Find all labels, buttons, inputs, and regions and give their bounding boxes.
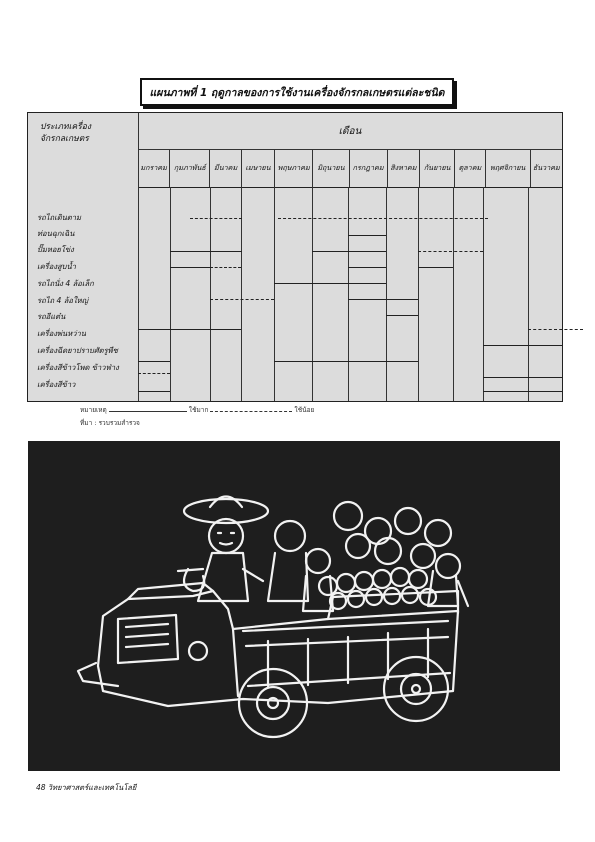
usage-bar-heavy bbox=[170, 251, 242, 252]
grid-column-line bbox=[348, 187, 349, 401]
usage-bar-heavy bbox=[418, 267, 453, 268]
month-cell: กันยายน bbox=[420, 149, 455, 187]
legend-note bbox=[80, 405, 314, 415]
month-cell: เมษายน bbox=[242, 149, 275, 187]
grid-column-line bbox=[418, 187, 419, 401]
usage-bar-light bbox=[210, 299, 274, 300]
month-cell: กรกฎาคม bbox=[350, 149, 388, 187]
grid-column-line bbox=[274, 187, 275, 401]
machine-label: ท่อนฉุกเฉิน bbox=[37, 229, 75, 238]
usage-bar-light bbox=[210, 267, 241, 268]
machine-type-header bbox=[28, 113, 139, 187]
machine-label: เครื่องพ่นหว่าน bbox=[37, 329, 86, 338]
grid-column-line bbox=[170, 187, 171, 401]
usage-bar-heavy bbox=[348, 299, 418, 300]
truck-with-people-icon bbox=[28, 441, 560, 771]
month-cell: กุมภาพันธ์ bbox=[170, 149, 210, 187]
month-row bbox=[138, 149, 562, 188]
machine-list bbox=[28, 187, 139, 401]
truck-with-people-illustration bbox=[28, 441, 560, 771]
machine-label: รถไถนั่ง 4 ล้อเล็ก bbox=[37, 279, 94, 288]
legend-line-heavy bbox=[109, 405, 187, 412]
page-footer: 48 วิทยาศาสตร์และเทคโนโลยี bbox=[36, 783, 137, 792]
grid-column-line bbox=[386, 187, 387, 401]
usage-bar-heavy bbox=[274, 283, 386, 284]
machine-label: รถไถเดินตาม bbox=[37, 213, 82, 222]
grid-column-line bbox=[483, 187, 484, 401]
usage-bar-heavy bbox=[312, 251, 386, 252]
machine-label: เครื่องสูบน้ำ bbox=[37, 262, 76, 271]
usage-bar-light bbox=[528, 329, 583, 330]
figure-title: แผนภาพที่ 1 ฤดูกาลของการใช้งานเครื่องจักรกลเกษตรแต่ละชนิด bbox=[140, 78, 454, 106]
machine-type-header-line1: ประเภทเครื่อง bbox=[40, 122, 92, 132]
month-header: เดือน bbox=[138, 113, 562, 150]
usage-bar-light bbox=[138, 373, 170, 374]
usage-bar-heavy bbox=[138, 329, 241, 330]
machine-label: เครื่องฉีดยาปราบศัตรูพืช bbox=[37, 346, 118, 355]
usage-bar-heavy bbox=[170, 267, 210, 268]
grid-column-line bbox=[241, 187, 242, 401]
month-cell: พฤษภาคม bbox=[275, 149, 313, 187]
usage-bar-heavy bbox=[483, 345, 563, 346]
usage-bar-light bbox=[418, 251, 483, 252]
legend-light-label: ใช้น้อย bbox=[294, 406, 315, 414]
machine-label: รถไถ 4 ล้อใหญ่ bbox=[37, 296, 89, 305]
usage-bar-heavy bbox=[483, 391, 563, 392]
month-cell: พฤศจิกายน bbox=[486, 149, 531, 187]
month-cell: มีนาคม bbox=[210, 149, 241, 187]
usage-bar-heavy bbox=[348, 235, 386, 236]
legend-line-light bbox=[210, 405, 292, 412]
usage-bar-heavy bbox=[138, 391, 170, 392]
source-label: ที่มา bbox=[80, 419, 93, 427]
usage-bar-heavy bbox=[483, 377, 563, 378]
machine-label: เครื่องสีข้าวโพด ข้าวฟ่าง bbox=[37, 363, 119, 372]
month-cell: ตุลาคม bbox=[455, 149, 485, 187]
month-cell: ธันวาคม bbox=[532, 162, 560, 172]
legend-note-label: หมายเหตุ bbox=[80, 406, 107, 414]
grid-column-line bbox=[528, 187, 529, 401]
month-cell: สิงหาคม bbox=[388, 149, 420, 187]
usage-bar-heavy bbox=[274, 361, 418, 362]
seasonal-usage-table bbox=[27, 112, 563, 402]
grid-column-line bbox=[312, 187, 313, 401]
grid-column-line bbox=[453, 187, 454, 401]
machine-label: เครื่องสีข้าว bbox=[37, 380, 76, 389]
source-note bbox=[80, 418, 140, 428]
machine-label: รถอีแต๋น bbox=[37, 312, 66, 321]
month-cell: มกราคม bbox=[138, 149, 170, 187]
grid-column-line bbox=[210, 187, 211, 401]
machine-type-header-line2: จักรกลเกษตร bbox=[40, 134, 89, 144]
source-text: : รวบรวมสำรวจ bbox=[94, 419, 140, 427]
month-cell: มิถุนายน bbox=[313, 149, 349, 187]
legend-heavy-label: ใช้มาก bbox=[188, 406, 209, 414]
machine-label: ปั๊มหอยโข่ง bbox=[37, 245, 74, 254]
usage-bar-light bbox=[278, 218, 488, 219]
usage-bar-heavy bbox=[386, 315, 418, 316]
usage-bar-heavy bbox=[348, 267, 386, 268]
usage-bar-heavy bbox=[138, 361, 170, 362]
usage-grid bbox=[138, 187, 562, 401]
usage-bar-light bbox=[190, 218, 242, 219]
